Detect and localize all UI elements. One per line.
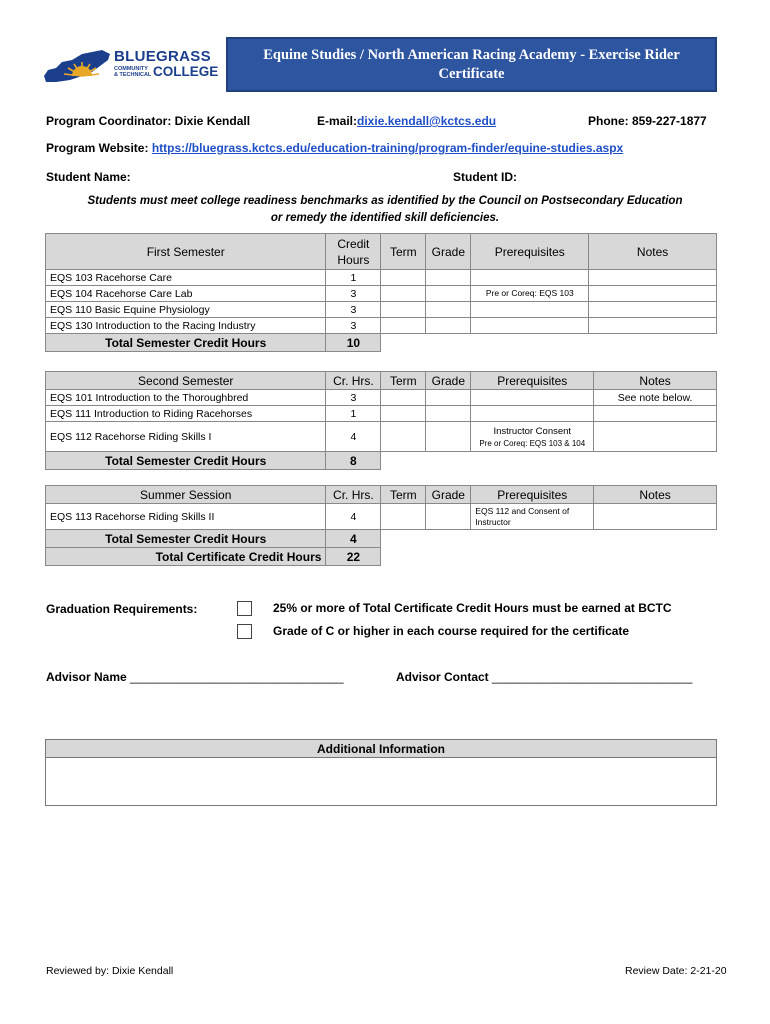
logo-word-college: COLLEGE [153,64,219,79]
grade-cell[interactable] [426,270,471,286]
additional-info-box [45,739,717,806]
grade-cell[interactable] [426,286,471,302]
term-cell[interactable] [381,286,426,302]
term-cell[interactable] [381,318,426,334]
col-prerequisites: Prerequisites [471,372,594,390]
col-term: Term [381,372,426,390]
advisor-name-line[interactable]: ________________________________ [130,670,344,684]
course-name: EQS 111 Introduction to Riding Racehorses [46,406,326,422]
course-name: EQS 104 Racehorse Care Lab [46,286,326,302]
logo-small-text [114,66,151,78]
table-row [46,390,717,406]
col-credit-hours: Cr. Hrs. [326,486,381,504]
total-value: 10 [326,334,381,352]
second-semester-header [46,372,717,390]
term-cell[interactable] [381,390,426,406]
col-grade: Grade [426,372,471,390]
table-row [46,302,717,318]
term-cell[interactable] [381,406,426,422]
readiness-notice [70,193,700,227]
table-row [46,406,717,422]
logo-small-line1: COMMUNITY [114,66,148,72]
credit-value: 3 [326,390,381,406]
prereq-cell [471,504,594,530]
student-name-label: Student Name: [46,170,131,184]
prereq-cell: Pre or Coreq: EQS 103 [471,286,589,302]
term-cell[interactable] [381,422,426,452]
grade-cell[interactable] [426,504,471,530]
course-name: EQS 103 Racehorse Care [46,270,326,286]
credit-label-2: Hours [337,252,370,267]
credit-value: 3 [326,318,381,334]
advisor-name-row [46,670,344,684]
table-row [46,422,717,452]
cert-total-value: 22 [326,548,381,566]
term-cell[interactable] [381,270,426,286]
program-coordinator: Program Coordinator: Dixie Kendall [46,114,251,128]
credit-label-1: Credit [337,236,370,251]
table-row [46,270,717,286]
additional-info-header: Additional Information [46,740,716,758]
kentucky-map-icon [42,46,112,84]
col-notes: Notes [594,486,717,504]
document-title: Equine Studies / North American Racing Academy - Exercise Rider Certificate [226,37,717,92]
requirement-1: 25% or more of Total Certificate Credit Hours must be earned at BCTC [273,601,672,615]
notice-line-1: Students must meet college readiness benchmarks as identified by the Council on Postsecondary Education [87,195,683,207]
second-semester-table [45,371,717,470]
grade-cell[interactable] [426,422,471,452]
col-credit-hours: Cr. Hrs. [326,372,381,390]
notes-cell [594,406,717,422]
total-label: Total Semester Credit Hours [46,334,326,352]
term-cell[interactable] [381,504,426,530]
advisor-contact-row [396,670,692,684]
cert-total-label: Total Certificate Credit Hours [46,548,326,566]
prereq-line-1: EQS 112 and Consent of [475,505,570,516]
course-name: EQS 113 Racehorse Riding Skills II [46,504,326,530]
course-name: EQS 110 Basic Equine Physiology [46,302,326,318]
credit-value: 1 [326,270,381,286]
course-name: EQS 112 Racehorse Riding Skills I [46,422,326,452]
notes-cell [589,318,717,334]
col-course: First Semester [46,234,326,270]
summer-header [46,486,717,504]
table-row [46,286,717,302]
notes-cell [589,302,717,318]
total-value: 8 [326,452,381,470]
credit-value: 1 [326,406,381,422]
col-term: Term [381,486,426,504]
college-logo [42,44,218,84]
table-row [46,504,717,530]
advisor-contact-line[interactable]: ______________________________ [492,670,693,684]
email-link[interactable]: dixie.kendall@kctcs.edu [357,114,497,128]
requirement-checkbox-1[interactable] [237,601,252,616]
grade-cell[interactable] [426,302,471,318]
col-prerequisites: Prerequisites [471,234,589,270]
total-row [46,452,717,470]
requirement-checkbox-2[interactable] [237,624,252,639]
notes-cell: See note below. [594,390,717,406]
student-id-label: Student ID: [453,170,517,184]
prereq-cell [471,302,589,318]
total-label: Total Semester Credit Hours [46,530,326,548]
col-prerequisites: Prerequisites [471,486,594,504]
email-row [317,114,496,128]
phone: Phone: 859-227-1877 [588,114,707,128]
email-label: E-mail: [317,114,358,128]
requirement-2: Grade of C or higher in each course required for the certificate [273,624,630,638]
total-row [46,334,717,352]
term-cell[interactable] [381,302,426,318]
grade-cell[interactable] [426,390,471,406]
advisor-contact-label: Advisor Contact [396,670,489,684]
certificate-total-row [46,548,717,566]
reviewed-by: Reviewed by: Dixie Kendall [46,965,174,977]
grade-cell[interactable] [426,406,471,422]
total-value: 4 [326,530,381,548]
review-date: Review Date: 2-21-20 [625,965,727,977]
graduation-label: Graduation Requirements: [46,602,198,616]
col-notes: Notes [589,234,717,270]
prereq-cell [471,390,594,406]
summer-session-table [45,485,717,566]
prereq-line-1: Instructor Consent [493,425,572,437]
notes-cell [589,286,717,302]
prereq-line-2: Instructor [475,516,511,527]
total-label: Total Semester Credit Hours [46,452,326,470]
total-row [46,530,717,548]
first-semester-table [45,233,717,352]
notes-cell [594,504,717,530]
course-name: EQS 130 Introduction to the Racing Industry [46,318,326,334]
prereq-line-2: Pre or Coreq: EQS 103 & 104 [479,438,586,448]
col-grade: Grade [426,234,471,270]
table-row [46,318,717,334]
prereq-cell [471,270,589,286]
prereq-cell [471,406,594,422]
credit-value: 3 [326,286,381,302]
credit-value: 4 [326,504,381,530]
notice-line-2: or remedy the identified skill deficiencies. [270,212,500,224]
credit-value: 3 [326,302,381,318]
col-credit-hours [326,234,381,270]
course-name: EQS 101 Introduction to the Thoroughbred [46,390,326,406]
col-grade: Grade [426,486,471,504]
col-notes: Notes [594,372,717,390]
first-semester-header [46,234,717,270]
notes-cell [594,422,717,452]
logo-small-line2: & TECHNICAL [114,72,152,78]
website-link[interactable]: https://bluegrass.kctcs.edu/education-training/program-finder/equine-studies.aspx [151,141,624,155]
credit-value: 4 [326,422,381,452]
col-term: Term [381,234,426,270]
logo-word-bluegrass: BLUEGRASS [114,48,211,65]
notes-cell [589,270,717,286]
additional-info-content[interactable] [46,758,716,806]
website-row [46,141,623,155]
prereq-cell [471,318,589,334]
website-label: Program Website: [46,141,152,155]
grade-cell[interactable] [426,318,471,334]
col-course: Second Semester [46,372,326,390]
col-course: Summer Session [46,486,326,504]
prereq-cell [471,422,594,452]
advisor-name-label: Advisor Name [46,670,127,684]
